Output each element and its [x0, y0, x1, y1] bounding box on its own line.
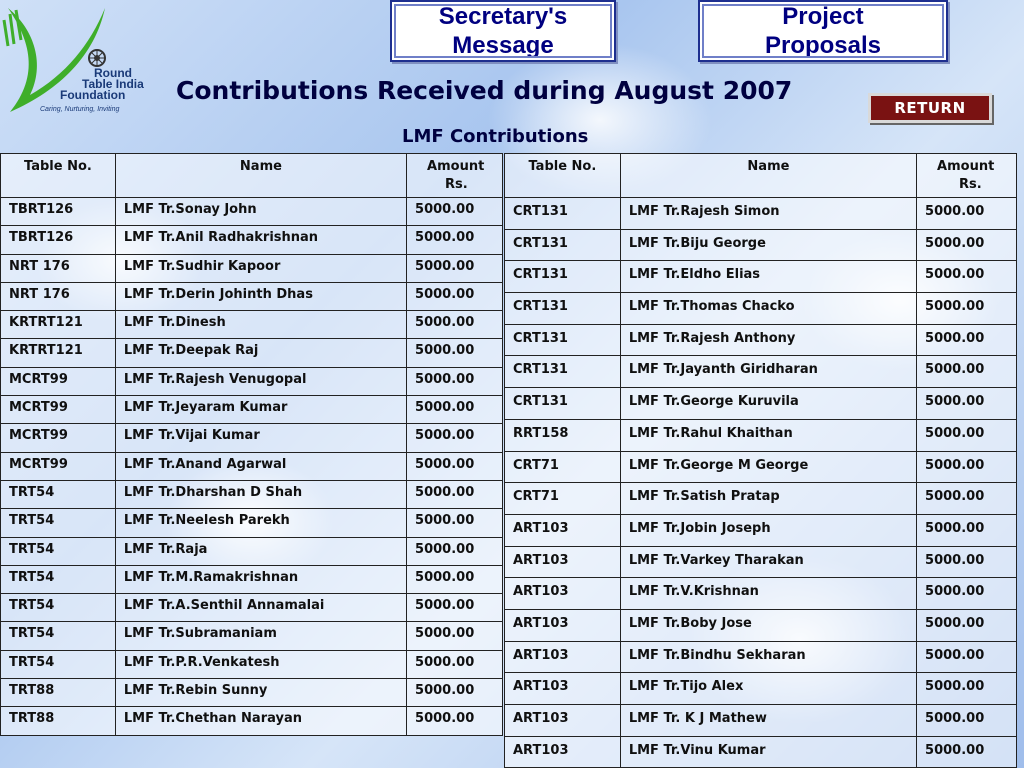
header-amount — [917, 154, 1017, 198]
cell-table-no: CRT131 — [505, 229, 621, 261]
header-name: Name — [620, 154, 916, 198]
cell-amount: 5000.00 — [407, 650, 503, 678]
cell-name: LMF Tr.Vijai Kumar — [115, 424, 406, 452]
project-proposals-button[interactable] — [698, 0, 948, 62]
cell-name: LMF Tr.Rajesh Anthony — [620, 324, 916, 356]
cell-table-no: TRT54 — [1, 480, 116, 508]
table-row — [1, 282, 503, 310]
cell-name: LMF Tr.Neelesh Parekh — [115, 509, 406, 537]
cell-amount: 5000.00 — [407, 480, 503, 508]
cell-name: LMF Tr.Anand Agarwal — [115, 452, 406, 480]
cell-table-no: CRT131 — [505, 388, 621, 420]
cell-name: LMF Tr.Jeyaram Kumar — [115, 396, 406, 424]
cell-table-no: MCRT99 — [1, 396, 116, 424]
cell-name: LMF Tr.Satish Pratap — [620, 483, 916, 515]
header-amount-label: Amount — [427, 159, 485, 174]
table-row — [505, 451, 1017, 483]
cell-name: LMF Tr.Eldho Elias — [620, 261, 916, 293]
cell-table-no: ART103 — [505, 609, 621, 641]
cell-name: LMF Tr.Biju George — [620, 229, 916, 261]
table-row — [1, 622, 503, 650]
table-row — [505, 293, 1017, 325]
cell-amount: 5000.00 — [917, 324, 1017, 356]
cell-name: LMF Tr.M.Ramakrishnan — [115, 565, 406, 593]
cell-amount: 5000.00 — [407, 198, 503, 226]
cell-amount: 5000.00 — [407, 622, 503, 650]
cell-amount: 5000.00 — [407, 367, 503, 395]
cell-amount: 5000.00 — [917, 198, 1017, 230]
cell-name: LMF Tr.Chethan Narayan — [115, 707, 406, 735]
table-row — [1, 509, 503, 537]
table-row — [1, 339, 503, 367]
table-row — [505, 229, 1017, 261]
cell-table-no: MCRT99 — [1, 452, 116, 480]
cell-amount: 5000.00 — [917, 483, 1017, 515]
cell-amount: 5000.00 — [407, 594, 503, 622]
table-row — [505, 483, 1017, 515]
cell-amount: 5000.00 — [407, 311, 503, 339]
cell-table-no: CRT131 — [505, 356, 621, 388]
table-row — [505, 261, 1017, 293]
cell-name: LMF Tr.George Kuruvila — [620, 388, 916, 420]
cell-table-no: TRT88 — [1, 679, 116, 707]
cell-name: LMF Tr.Deepak Raj — [115, 339, 406, 367]
table-row — [505, 514, 1017, 546]
cell-amount: 5000.00 — [917, 609, 1017, 641]
proposals-line-1: Project — [782, 3, 864, 30]
cell-name: LMF Tr.Sonay John — [115, 198, 406, 226]
cell-table-no: CRT131 — [505, 198, 621, 230]
cell-amount: 5000.00 — [407, 424, 503, 452]
table-row — [1, 226, 503, 254]
table-row — [505, 388, 1017, 420]
logo-tagline: Caring, Nurturing, Inviting — [40, 106, 120, 113]
cell-table-no: TRT54 — [1, 509, 116, 537]
table-row — [1, 452, 503, 480]
table-row — [1, 367, 503, 395]
cell-name: LMF Tr.V.Krishnan — [620, 578, 916, 610]
cell-name: LMF Tr.Dharshan D Shah — [115, 480, 406, 508]
cell-amount: 5000.00 — [917, 546, 1017, 578]
cell-amount: 5000.00 — [407, 254, 503, 282]
cell-amount: 5000.00 — [917, 673, 1017, 705]
table-row — [1, 565, 503, 593]
table-row — [1, 679, 503, 707]
cell-name: LMF Tr.Rebin Sunny — [115, 679, 406, 707]
cell-table-no: KRTRT121 — [1, 339, 116, 367]
contributions-table-left — [0, 153, 503, 736]
cell-amount: 5000.00 — [407, 679, 503, 707]
cell-table-no: TBRT126 — [1, 198, 116, 226]
cell-amount: 5000.00 — [917, 514, 1017, 546]
cell-name: LMF Tr.Raja — [115, 537, 406, 565]
cell-name: LMF Tr.Thomas Chacko — [620, 293, 916, 325]
cell-amount: 5000.00 — [407, 226, 503, 254]
cell-name: LMF Tr. K J Mathew — [620, 705, 916, 737]
cell-name: LMF Tr.Tijo Alex — [620, 673, 916, 705]
header-name: Name — [115, 154, 406, 198]
table-row — [1, 311, 503, 339]
secretary-line-1: Secretary's — [438, 3, 568, 30]
cell-table-no: MCRT99 — [1, 367, 116, 395]
header-amount-unit: Rs. — [445, 177, 468, 192]
table-row — [505, 198, 1017, 230]
header-amount-unit: Rs. — [959, 177, 982, 192]
cell-amount: 5000.00 — [917, 451, 1017, 483]
cell-amount: 5000.00 — [917, 736, 1017, 768]
cell-table-no: KRTRT121 — [1, 311, 116, 339]
page-title: Contributions Received during August 2007 — [176, 76, 793, 105]
cell-amount: 5000.00 — [407, 339, 503, 367]
cell-table-no: TBRT126 — [1, 226, 116, 254]
cell-amount: 5000.00 — [917, 578, 1017, 610]
proposals-line-2: Proposals — [764, 32, 882, 59]
cell-amount: 5000.00 — [917, 641, 1017, 673]
cell-amount: 5000.00 — [917, 293, 1017, 325]
return-button[interactable]: RETURN — [868, 93, 992, 123]
cell-name: LMF Tr.P.R.Venkatesh — [115, 650, 406, 678]
cell-table-no: ART103 — [505, 705, 621, 737]
table-row — [505, 356, 1017, 388]
cell-amount: 5000.00 — [917, 388, 1017, 420]
table-row — [505, 419, 1017, 451]
table-header-row — [505, 154, 1017, 198]
table-row — [1, 650, 503, 678]
cell-name: LMF Tr.Jayanth Giridharan — [620, 356, 916, 388]
cell-table-no: MCRT99 — [1, 424, 116, 452]
cell-amount: 5000.00 — [407, 509, 503, 537]
cell-name: LMF Tr.Rahul Khaithan — [620, 419, 916, 451]
cell-amount: 5000.00 — [407, 396, 503, 424]
table-row — [1, 594, 503, 622]
cell-table-no: TRT54 — [1, 565, 116, 593]
table-row — [505, 736, 1017, 768]
cell-amount: 5000.00 — [917, 261, 1017, 293]
cell-amount: 5000.00 — [917, 356, 1017, 388]
table-row — [1, 198, 503, 226]
cell-name: LMF Tr.Anil Radhakrishnan — [115, 226, 406, 254]
header-amount — [407, 154, 503, 198]
header-table-no: Table No. — [1, 154, 116, 198]
cell-table-no: ART103 — [505, 546, 621, 578]
cell-table-no: ART103 — [505, 514, 621, 546]
cell-name: LMF Tr.Dinesh — [115, 311, 406, 339]
section-title: LMF Contributions — [402, 126, 589, 147]
cell-name: LMF Tr.Rajesh Simon — [620, 198, 916, 230]
cell-table-no: ART103 — [505, 673, 621, 705]
cell-table-no: RRT158 — [505, 419, 621, 451]
table-row — [505, 673, 1017, 705]
cell-name: LMF Tr.Vinu Kumar — [620, 736, 916, 768]
cell-name: LMF Tr.Varkey Tharakan — [620, 546, 916, 578]
secretary-line-2: Message — [452, 32, 554, 59]
cell-table-no: NRT 176 — [1, 282, 116, 310]
cell-name: LMF Tr.Rajesh Venugopal — [115, 367, 406, 395]
table-row — [505, 641, 1017, 673]
cell-table-no: NRT 176 — [1, 254, 116, 282]
foundation-logo — [0, 0, 150, 122]
table-row — [505, 546, 1017, 578]
table-row — [505, 324, 1017, 356]
logo-line-1: Round — [94, 66, 132, 80]
table-row — [1, 707, 503, 735]
header-amount-label: Amount — [937, 159, 995, 174]
table-header-row — [1, 154, 503, 198]
cell-table-no: TRT88 — [1, 707, 116, 735]
table-row — [1, 254, 503, 282]
cell-table-no: TRT54 — [1, 537, 116, 565]
cell-name: LMF Tr.Bindhu Sekharan — [620, 641, 916, 673]
cell-amount: 5000.00 — [917, 705, 1017, 737]
cell-name: LMF Tr.Boby Jose — [620, 609, 916, 641]
cell-name: LMF Tr.Subramaniam — [115, 622, 406, 650]
cell-name: LMF Tr.Derin Johinth Dhas — [115, 282, 406, 310]
cell-table-no: ART103 — [505, 578, 621, 610]
cell-name: LMF Tr.George M George — [620, 451, 916, 483]
table-row — [505, 705, 1017, 737]
cell-amount: 5000.00 — [407, 707, 503, 735]
cell-table-no: ART103 — [505, 641, 621, 673]
table-row — [505, 578, 1017, 610]
cell-amount: 5000.00 — [917, 229, 1017, 261]
cell-table-no: CRT131 — [505, 324, 621, 356]
cell-table-no: TRT54 — [1, 594, 116, 622]
left-table-body — [1, 198, 503, 736]
cell-table-no: TRT54 — [1, 650, 116, 678]
table-row — [1, 480, 503, 508]
cell-table-no: CRT131 — [505, 293, 621, 325]
cell-table-no: CRT71 — [505, 451, 621, 483]
cell-table-no: TRT54 — [1, 622, 116, 650]
cell-name: LMF Tr.A.Senthil Annamalai — [115, 594, 406, 622]
cell-amount: 5000.00 — [407, 537, 503, 565]
cell-name: LMF Tr.Sudhir Kapoor — [115, 254, 406, 282]
table-row — [505, 609, 1017, 641]
cell-amount: 5000.00 — [407, 282, 503, 310]
logo-text — [60, 68, 144, 101]
contributions-table-right — [504, 153, 1017, 768]
cell-table-no: CRT131 — [505, 261, 621, 293]
cell-table-no: CRT71 — [505, 483, 621, 515]
cell-name: LMF Tr.Jobin Joseph — [620, 514, 916, 546]
cell-table-no: ART103 — [505, 736, 621, 768]
table-row — [1, 537, 503, 565]
secretary-message-button[interactable] — [390, 0, 616, 62]
logo-line-2: Table India — [82, 77, 144, 91]
cell-amount: 5000.00 — [407, 452, 503, 480]
right-table-body — [505, 198, 1017, 768]
table-row — [1, 424, 503, 452]
cell-amount: 5000.00 — [917, 419, 1017, 451]
table-row — [1, 396, 503, 424]
logo-line-3: Foundation — [60, 88, 126, 102]
header-table-no: Table No. — [505, 154, 621, 198]
swoosh-logo-icon — [0, 0, 150, 122]
cell-amount: 5000.00 — [407, 565, 503, 593]
